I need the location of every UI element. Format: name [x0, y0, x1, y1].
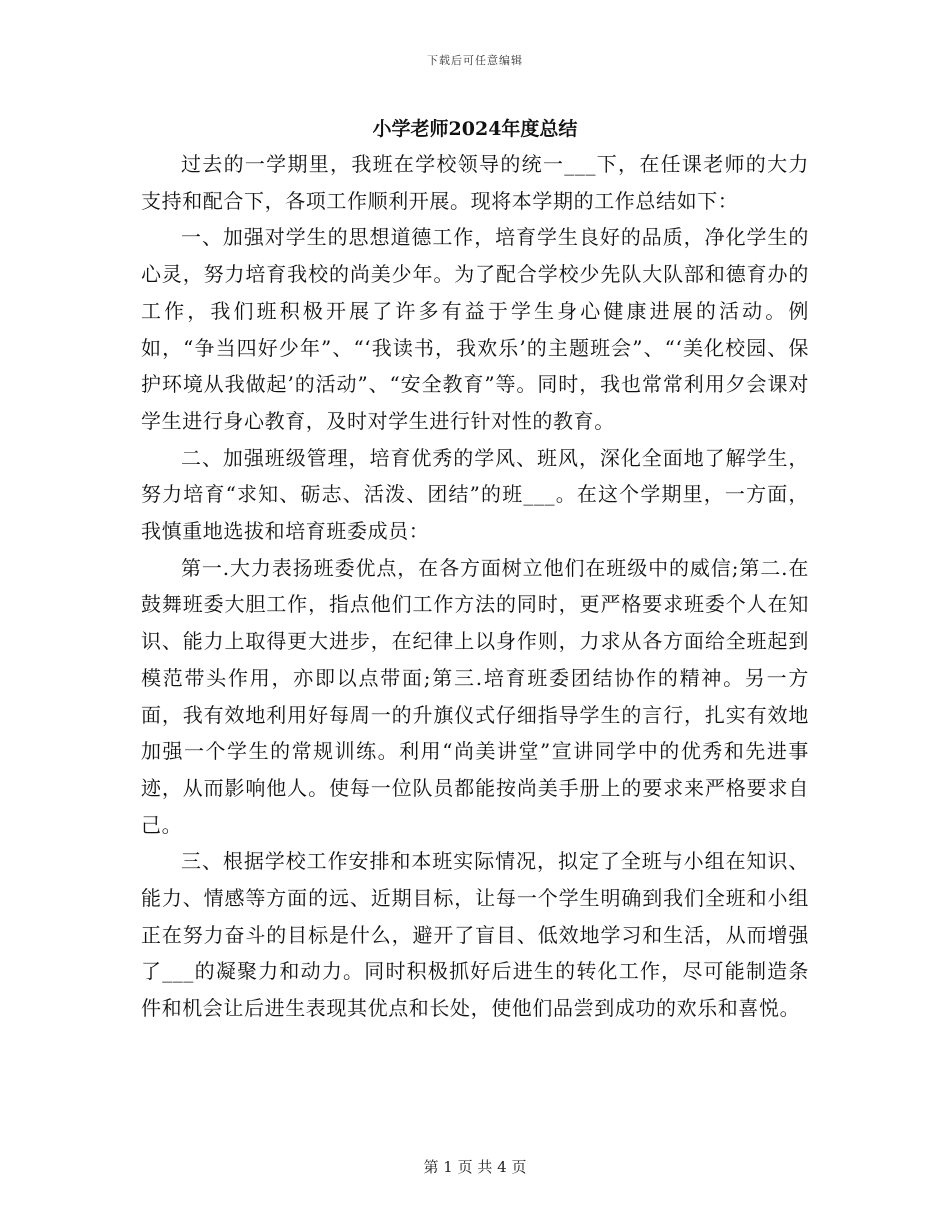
paragraph-section-2-detail: 第一.大力表扬班委优点，在各方面树立他们在班级中的威信;第二.在鼓舞班委大胆工作，指点他们工作方法的同时，更严格要求班委个人在知识、能力上取得更大进步，在纪律上以身作则，力求从各方面给全班起到模范带头作用，亦即以点带面;第三.培育班委团结协作的精神。另一方面，我有效地利用好每周一的升旗仪式仔细指导学生的言行，扎实有效地加强一个学生的常规训练。利用“尚美讲堂”宣讲同学中的优秀和先进事迹，从而影响他人。使每一位队员都能按尚美手册上的要求来严格要求自己。	[141, 555, 809, 837]
page-footer: 第 1 页 共 4 页	[423, 1158, 527, 1176]
paragraph-intro: 过去的一学期里，我班在学校领导的统一___下，在任课老师的大力支持和配合下，各项工作顺利开展。现将本学期的工作总结如下：	[141, 152, 809, 213]
document-title: 小学老师2024年度总结	[372, 118, 578, 140]
header-note: 下载后可任意编辑	[427, 54, 523, 67]
document-body	[141, 146, 809, 1027]
paragraph-section-1: 一、加强对学生的思想道德工作，培育学生良好的品质，净化学生的心灵，努力培育我校的尚美少年。为了配合学校少先队大队部和德育办的工作，我们班积极开展了许多有益于学生身心健康进展的活动。例如，“争当四好少年”、“‘我读书，我欢乐’的主题班会”、“‘美化校园、保护环境从我做起’的活动”、“安全教育”等。同时，我也常常利用夕会课对学生进行身心教育，及时对学生进行针对性的教育。	[141, 225, 809, 433]
paragraph-section-3: 三、根据学校工作安排和本班实际情况，拟定了全班与小组在知识、能力、情感等方面的远、近期目标，让每一个学生明确到我们全班和小组正在努力奋斗的目标是什么，避开了盲目、低效地学习和生活，从而增强了___的凝聚力和动力。同时积极抓好后进生的转化工作，尽可能制造条件和机会让后进生表现其优点和长处，使他们品尝到成功的欢乐和喜悦。	[141, 849, 809, 1021]
paragraph-section-2: 二、加强班级管理，培育优秀的学风、班风，深化全面地了解学生，努力培育“求知、砺志、活泼、团结”的班___。在这个学期里，一方面，我慎重地选拔和培育班委成员：	[141, 445, 809, 544]
